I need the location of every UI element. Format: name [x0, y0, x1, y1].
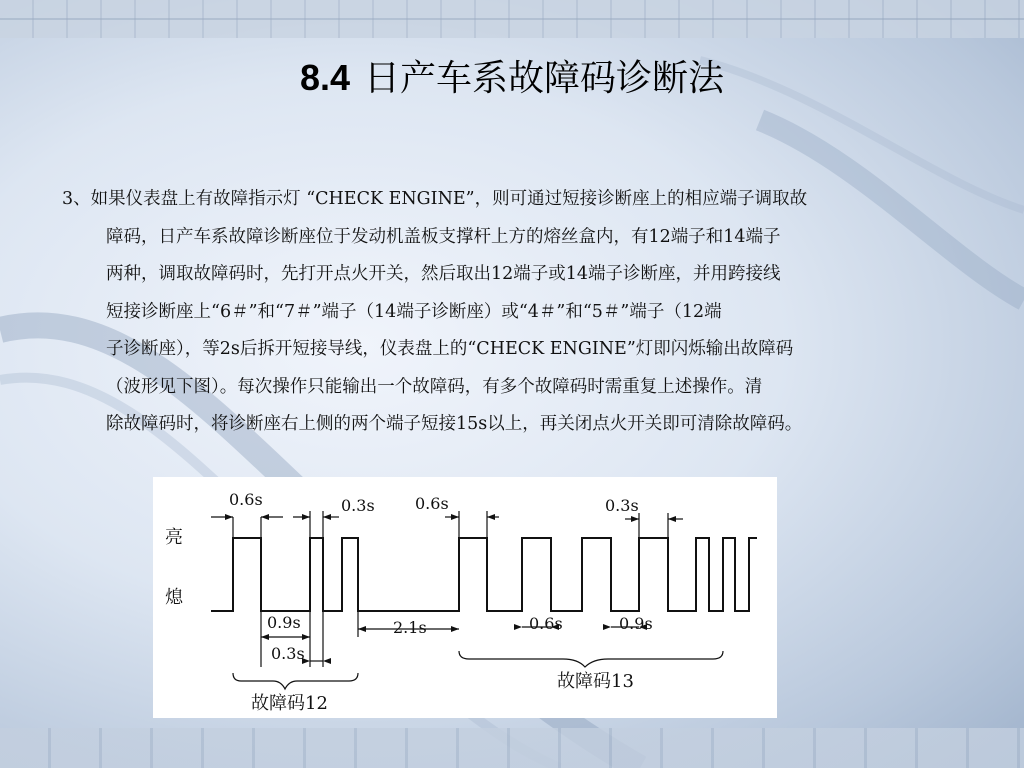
slide-title — [0, 50, 1024, 101]
bottom-decor-band — [0, 728, 1024, 768]
body-paragraph — [62, 181, 1002, 444]
fault-code-waveform-figure — [153, 477, 777, 718]
time-label: 0.3s — [341, 496, 375, 515]
section-title: 日产车系故障码诊断法 — [364, 58, 725, 99]
section-number: 8.4 — [299, 57, 351, 98]
paragraph-line: 子诊断座），等2s后拆开短接导线，仪表盘上的“CHECK ENGINE”灯即闪烁输出故障码 — [106, 339, 794, 359]
time-label: 0.6s — [229, 490, 263, 509]
time-label: 0.6s — [529, 614, 563, 633]
paragraph-line: （波形见下图）。每次操作只能输出一个故障码，有多个故障码时需重复上述操作。清 — [106, 376, 763, 397]
label-off: 熄 — [165, 587, 183, 608]
time-label: 2.1s — [393, 618, 427, 637]
time-label: 0.9s — [267, 613, 301, 632]
time-label: 0.3s — [605, 496, 639, 515]
time-label: 0.3s — [271, 644, 305, 663]
top-decor-band — [0, 0, 1024, 38]
code-12-label: 故障码12 — [251, 693, 328, 714]
waveform-signal — [211, 538, 757, 611]
paragraph-line: 短接诊断座上“6＃”和“7＃”端子（14端子诊断座）或“4＃”和“5＃”端子（12端 — [106, 301, 722, 322]
paragraph-line: 障码，日产车系故障诊断座位于发动机盖板支撑杆上方的熔丝盒内，有12端子和14端子 — [106, 226, 781, 247]
code-13-label: 故障码13 — [557, 671, 634, 692]
time-label: 0.6s — [415, 494, 449, 513]
label-on: 亮 — [165, 527, 183, 548]
waveform-diagram — [153, 477, 777, 718]
paragraph-line: 3、如果仪表盘上有故障指示灯 “CHECK ENGINE”，则可通过短接诊断座上的相应端子调取故 — [62, 189, 808, 209]
time-label: 0.9s — [619, 614, 653, 633]
paragraph-line: 两种，调取故障码时，先打开点火开关，然后取出12端子或14端子诊断座，并用跨接线 — [106, 264, 781, 284]
paragraph-line: 除故障码时，将诊断座右上侧的两个端子短接15s以上，再关闭点火开关即可清除故障码。 — [106, 414, 803, 434]
